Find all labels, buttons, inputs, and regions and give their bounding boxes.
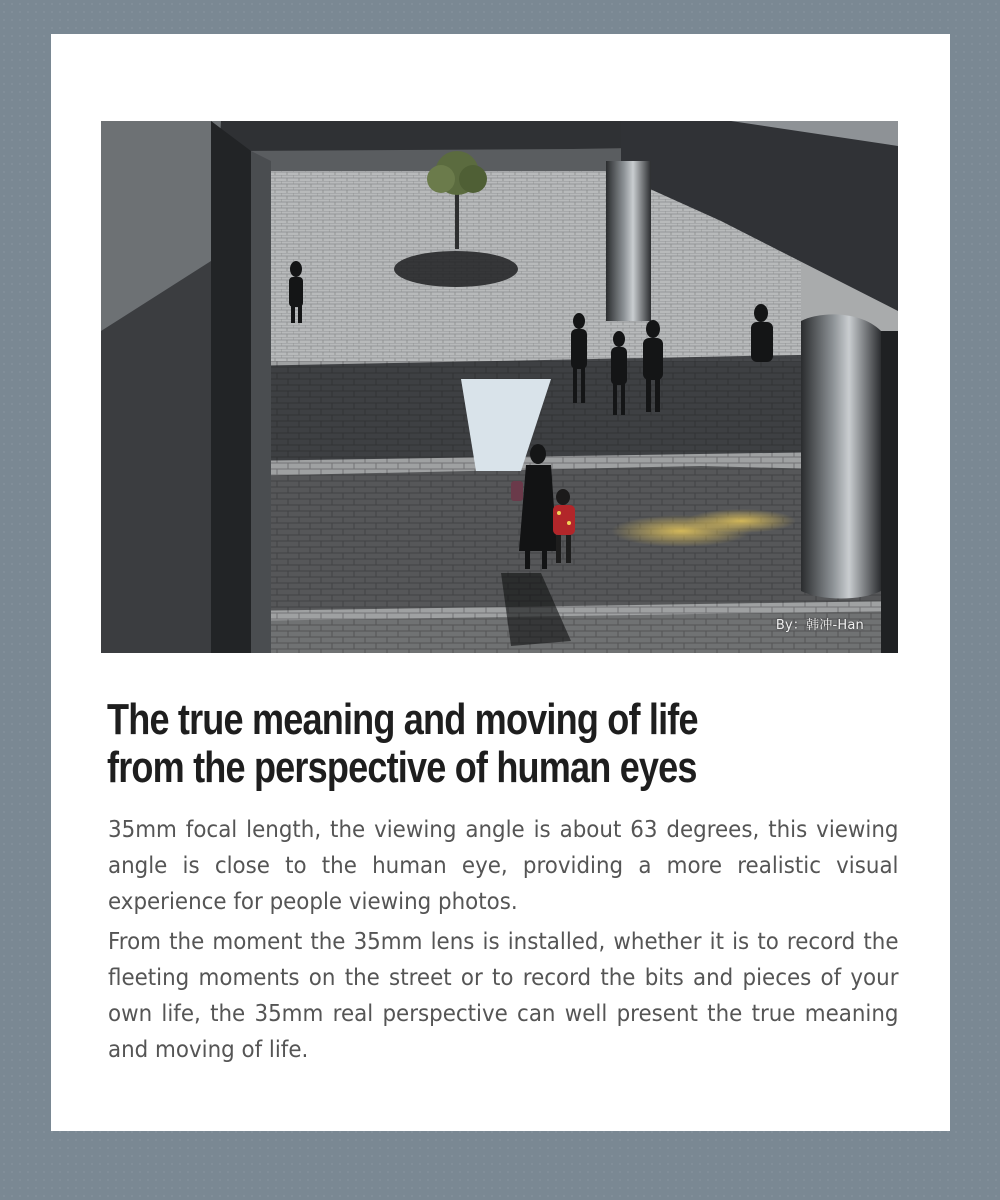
street-photo [101,121,898,653]
article-body [108,812,898,1072]
headline [107,696,894,792]
content-card [51,34,950,1131]
headline-line-2: from the perspective of human eyes [107,743,697,792]
street-photo-illustration [101,121,898,653]
headline-line-1: The true meaning and moving of life [107,695,698,744]
paragraph-2: From the moment the 35mm lens is installed, whether it is to record the fleeting moments on the street or to record the bits and pieces of your own life, the 35mm real perspective can well present the true meaning and moving of life. [108,929,899,1063]
photo-credit: By：韩冲-Han [775,618,864,633]
paragraph-1: 35mm focal length, the viewing angle is about 63 degrees, this viewing angle is close to the human eye, providing a more realistic visual experience for people viewing photos. [108,817,899,915]
